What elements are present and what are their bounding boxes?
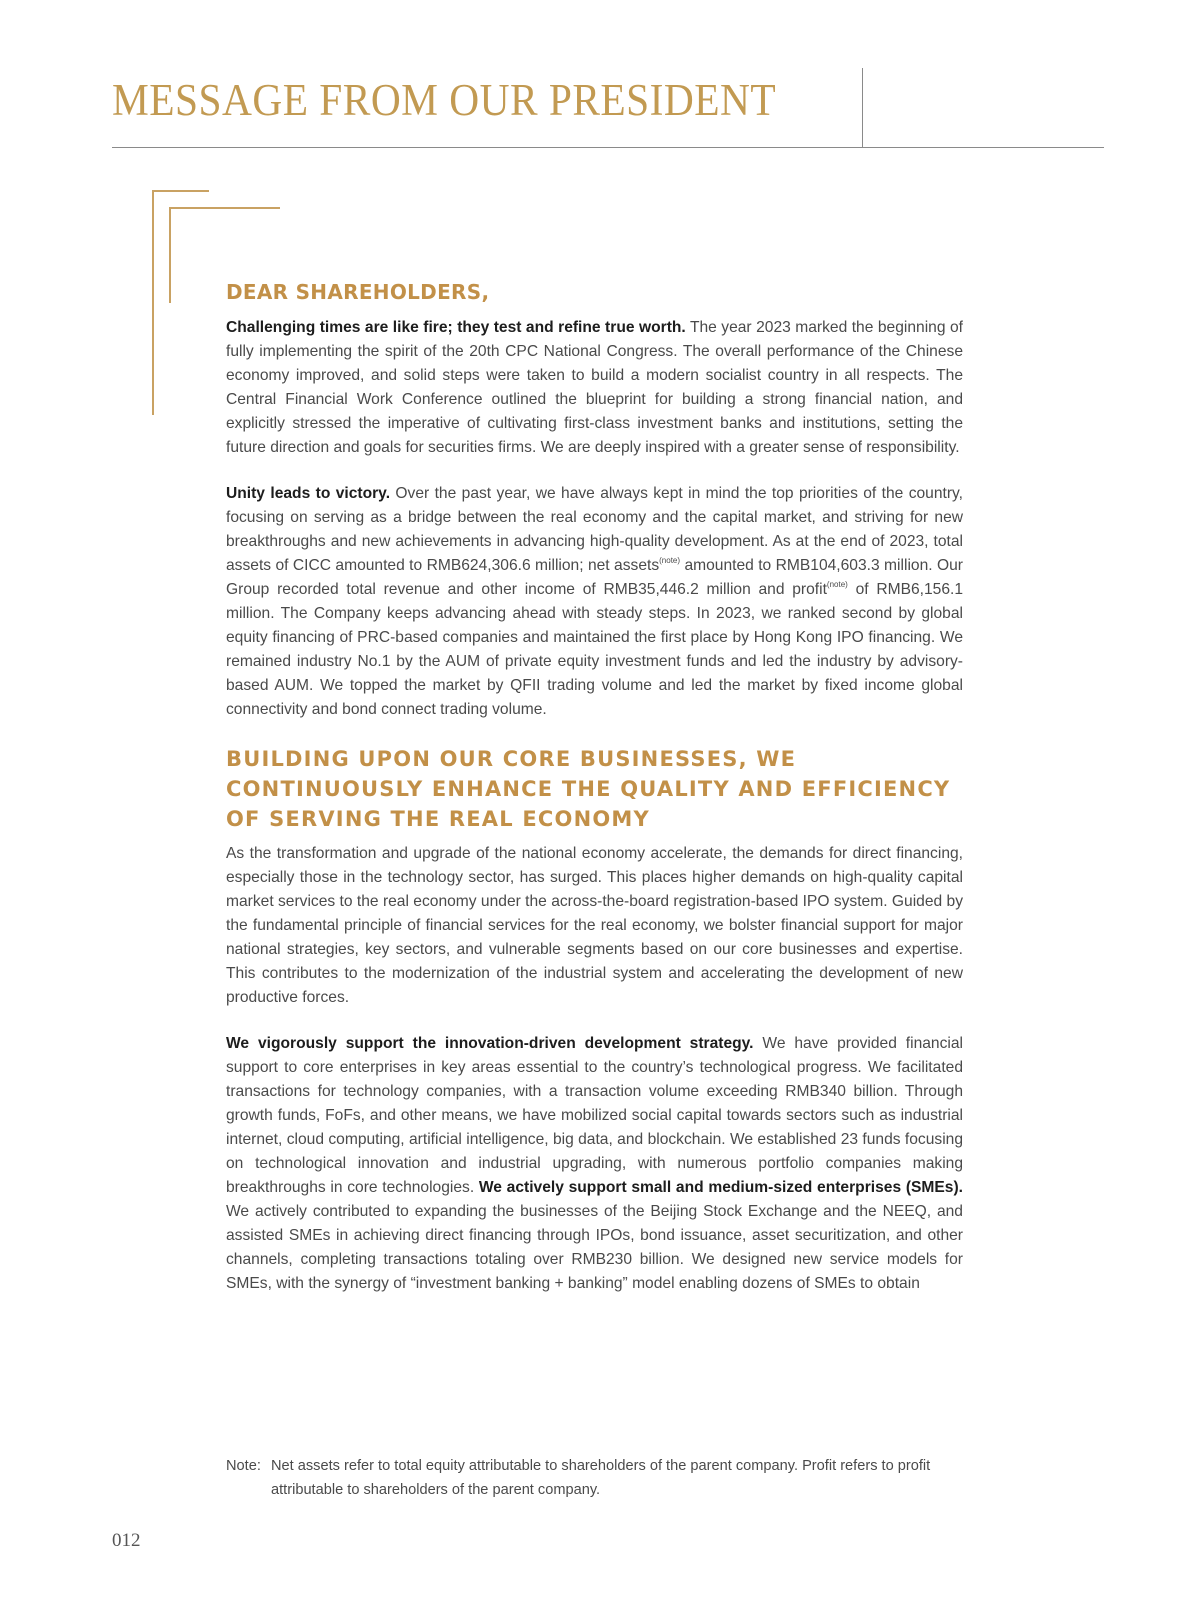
section-heading: BUILDING UPON OUR CORE BUSINESSES, WE CONTINUOUSLY ENHANCE THE QUALITY AND EFFICIENCY OF SERVING THE REAL ECONOMY bbox=[226, 747, 951, 831]
paragraph-text: amounted to RMB104,603.3 million. Our Group recorded total revenue and other income of RMB35,446.2 million and profit bbox=[226, 557, 963, 598]
paragraph-unity bbox=[226, 482, 963, 722]
decorative-corner-bracket-outer-side bbox=[152, 190, 154, 415]
paragraph-challenging-times bbox=[226, 316, 963, 460]
page-title: MESSAGE FROM OUR PRESIDENT bbox=[112, 75, 777, 125]
letter-body bbox=[226, 280, 963, 1318]
page-number: 012 bbox=[112, 1530, 141, 1551]
paragraph-text: We actively contributed to expanding the businesses of the Beijing Stock Exchange and the NEEQ, and assisted SMEs in achieving direct financing through IPOs, bond issuance, asset securitization, and other channels, completing transactions totaling over RMB230 billion. We designed new service models for SMEs, with the synergy of “investment banking + banking” model enabling dozens of SMEs to obtain bbox=[226, 1203, 963, 1292]
paragraph-lead: Challenging times are like fire; they test and refine true worth. bbox=[226, 319, 686, 336]
decorative-corner-bracket-inner-side bbox=[169, 207, 171, 303]
paragraph-lead: We actively support small and medium-sized enterprises (SMEs). bbox=[478, 1179, 963, 1196]
decorative-corner-bracket-outer-top bbox=[152, 190, 209, 192]
paragraph-text: As the transformation and upgrade of the national economy accelerate, the demands for direct financing, especially those in the technology sector, has surged. This places higher demands on high-quality capital market services to the real economy under the across-the-board registration-based IPO system. Guided by the fundamental principle of financial services for the real economy, we bolster financial support for major national strategies, key sectors, and vulnerable segments based on our core businesses and expertise. This contributes to the modernization of the industrial system and accelerating the development of new productive forces. bbox=[226, 845, 963, 1006]
footnote-label: Note: bbox=[226, 1458, 261, 1474]
title-horizontal-rule bbox=[112, 147, 1104, 148]
paragraph-transformation bbox=[226, 842, 963, 1010]
footnote-marker: (note) bbox=[826, 580, 848, 589]
paragraph-innovation bbox=[226, 1032, 963, 1296]
salutation-heading: DEAR SHAREHOLDERS, bbox=[226, 280, 490, 304]
footnote-text: Net assets refer to total equity attributable to shareholders of the parent company. Profit refers to profit attributable to shareholders of the parent company. bbox=[271, 1458, 931, 1498]
paragraph-text: The year 2023 marked the beginning of fully implementing the spirit of the 20th CPC National Congress. The overall performance of the Chinese economy improved, and solid steps were taken to build a modern socialist country in all respects. The Central Financial Work Conference outlined the blueprint for building a strong financial nation, and explicitly stressed the imperative of cultivating first-class investment banks and institutions, setting the future direction and goals for securities firms. We are deeply inspired with a greater sense of responsibility. bbox=[226, 319, 963, 456]
footnote-marker: (note) bbox=[659, 556, 681, 565]
decorative-corner-bracket-inner-top bbox=[169, 207, 280, 209]
paragraph-lead: We vigorously support the innovation-driven development strategy. bbox=[226, 1035, 754, 1052]
paragraph-text: We have provided financial support to core enterprises in key areas essential to the country’s technological progress. We facilitated transactions for technology companies, with a transaction volume exceeding RMB340 billion. Through growth funds, FoFs, and other means, we have mobilized social capital towards sectors such as industrial internet, cloud computing, artificial intelligence, big data, and blockchain. We established 23 funds focusing on technological innovation and industrial upgrading, with numerous portfolio companies making breakthroughs in core technologies. bbox=[226, 1035, 963, 1196]
paragraph-text: Over the past year, we have always kept in mind the top priorities of the country, focusing on serving as a bridge between the real economy and the capital market, and striving for new breakthroughs and new achievements in advancing high-quality development. As at the end of 2023, total assets of CICC amounted to RMB624,306.6 million; net assets bbox=[226, 485, 964, 574]
title-vertical-divider bbox=[862, 68, 863, 148]
footnote bbox=[226, 1454, 971, 1502]
paragraph-lead: Unity leads to victory. bbox=[226, 485, 391, 502]
paragraph-text: of RMB6,156.1 million. The Company keeps advancing ahead with steady steps. In 2023, we ranked second by global equity financing of PRC-based companies and maintained the first place by Hong Kong IPO financing. We remained industry No.1 by the AUM of private equity investment funds and led the industry by advisory-based AUM. We topped the market by QFII trading volume and led the market by fixed income global connectivity and bond connect trading volume. bbox=[226, 581, 963, 718]
